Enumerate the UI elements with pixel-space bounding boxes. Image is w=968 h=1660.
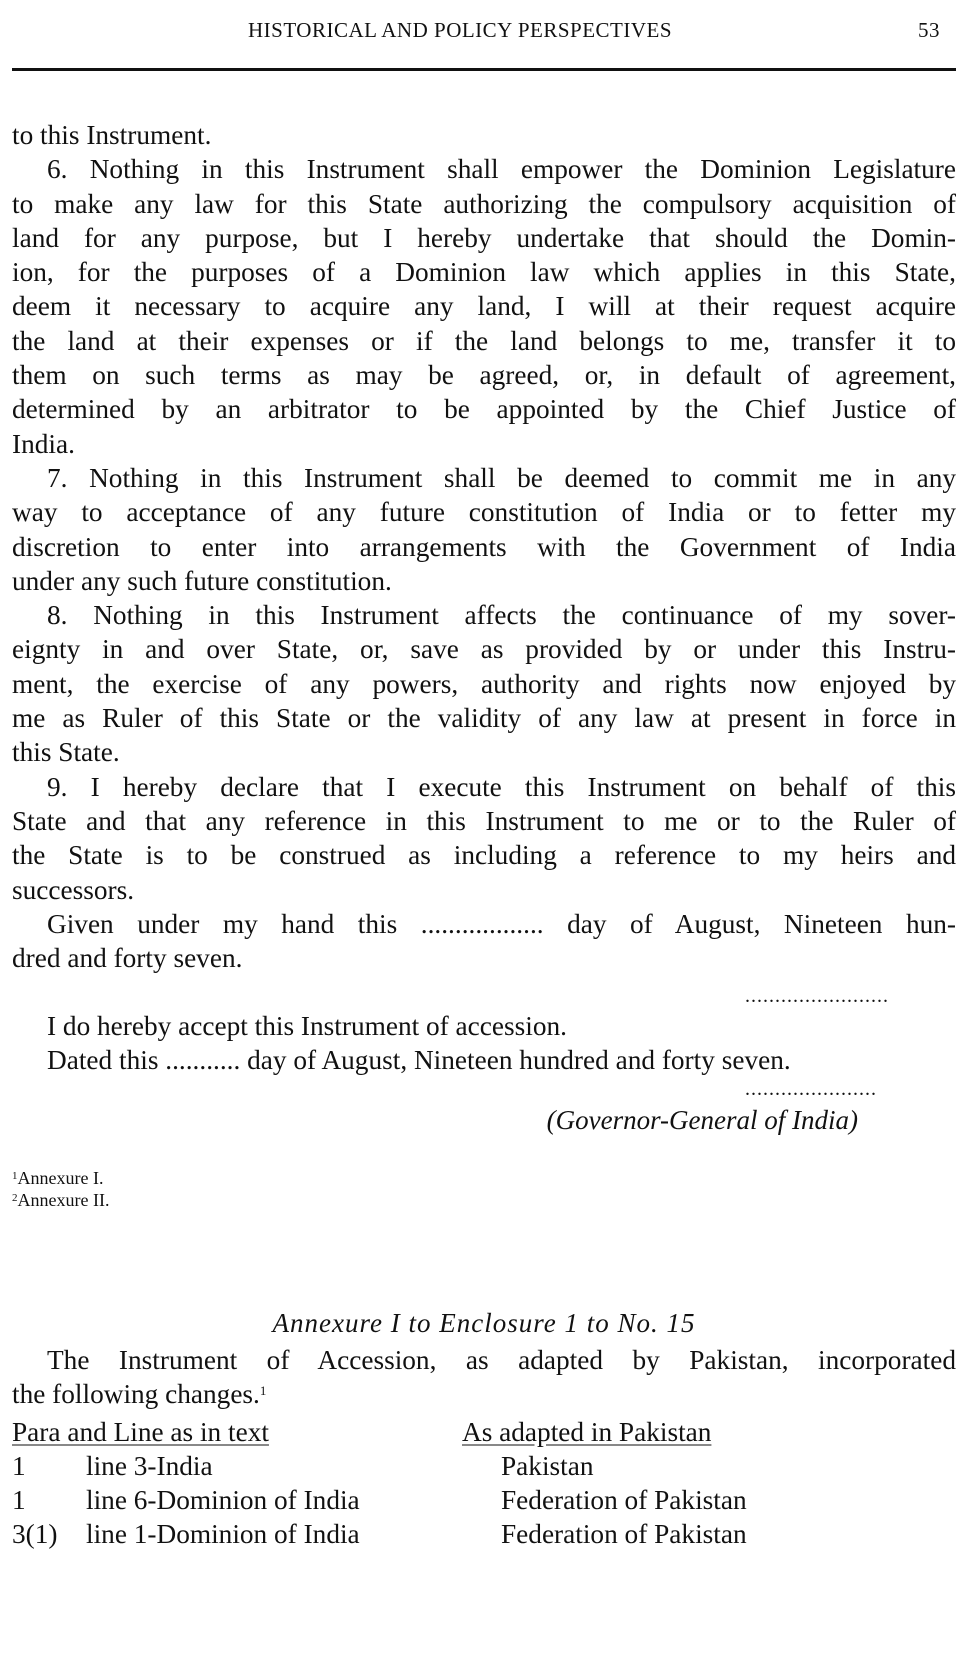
text-line: to this Instrument. xyxy=(12,120,212,150)
text-line: land for any purpose, but I hereby undertake that should the Domin- xyxy=(12,222,956,253)
acceptance-block xyxy=(12,1009,956,1078)
column-header-adapted: As adapted in Pakistan xyxy=(462,1417,712,1447)
text-line: way to acceptance of any future constitution of India or to fetter my xyxy=(12,497,956,528)
text-line: 6. Nothing in this Instrument shall empower the Dominion Legislature xyxy=(47,154,956,185)
text-line: them on such terms as may be agreed, or, in default of agreement, xyxy=(12,360,956,391)
text-line: 9. I hereby declare that I execute this Instrument on behalf of this xyxy=(47,771,956,802)
acceptance-text: I do hereby accept this Instrument of accession. xyxy=(47,1011,567,1041)
line-cell: line 3-India xyxy=(86,1451,213,1481)
given-under-hand xyxy=(12,907,956,976)
text-line xyxy=(12,1377,956,1411)
para-cell: 1 xyxy=(12,1451,26,1481)
table-row xyxy=(12,1449,912,1483)
continuation-line xyxy=(12,118,956,152)
text-line: this State. xyxy=(12,737,120,768)
line-cell: line 6-Dominion of India xyxy=(86,1485,360,1515)
para-cell: 3(1) xyxy=(12,1519,58,1549)
text-line: dred and forty seven. xyxy=(12,943,243,974)
text-line: successors. xyxy=(12,874,135,905)
text-line: deem it necessary to acquire any land, I will at their request acquire xyxy=(12,291,956,322)
text-line: India. xyxy=(12,428,75,459)
adapted-cell: Federation of Pakistan xyxy=(501,1519,747,1549)
footnote-text: Annexure I. xyxy=(17,1168,104,1188)
footnote xyxy=(12,1189,109,1211)
text-line: 8. Nothing in this Instrument affects the continuance of my sover- xyxy=(47,600,956,631)
text-line: 7. Nothing in this Instrument shall be deemed to commit me in any xyxy=(47,462,956,493)
text-line: ion, for the purposes of a Dominion law which applies in this State, xyxy=(12,257,956,288)
header-rule xyxy=(12,68,956,71)
text-line: discretion to enter into arrangements with the Government of India xyxy=(12,531,956,562)
paragraph-7 xyxy=(12,461,956,598)
body-text xyxy=(12,118,956,975)
page-number: 53 xyxy=(918,18,940,42)
text-line: ment, the exercise of any powers, authority and rights now enjoyed by xyxy=(12,668,956,699)
footnote-mark: 1 xyxy=(259,1383,267,1399)
ruler-signature-line: ........................ xyxy=(745,985,889,1007)
para-cell: 1 xyxy=(12,1485,26,1515)
paragraph-8 xyxy=(12,598,956,769)
footnote-text: Annexure II. xyxy=(17,1190,110,1210)
text-line: State and that any reference in this Instrument to me or to the Ruler of xyxy=(12,805,956,836)
running-header xyxy=(0,18,968,48)
gg-signature-line: ...................... xyxy=(745,1078,877,1100)
table-row xyxy=(12,1517,912,1551)
text-line: under any such future constitution. xyxy=(12,565,392,596)
adapted-cell: Pakistan xyxy=(501,1451,594,1481)
text-line: Given under my hand this .................. day of August, Nineteen hun- xyxy=(47,908,956,939)
annexure-title: Annexure I to Enclosure 1 to No. 15 xyxy=(272,1308,696,1338)
text-span: the following changes. xyxy=(12,1379,260,1410)
text-line: determined by an arbitrator to be appointed by the Chief Justice of xyxy=(12,394,956,425)
line-cell: line 1-Dominion of India xyxy=(86,1519,360,1549)
governor-general-title: (Governor-General of India) xyxy=(546,1105,858,1135)
annexure-intro xyxy=(12,1343,956,1412)
paragraph-9 xyxy=(12,770,956,907)
table-row xyxy=(12,1483,912,1517)
text-line: me as Ruler of this State or the validity of any law at present in force in xyxy=(12,703,956,734)
running-title: HISTORICAL AND POLICY PERSPECTIVES xyxy=(248,18,673,42)
text-line: the State is to be construed as including a reference to my heirs and xyxy=(12,840,956,871)
footnotes xyxy=(12,1167,109,1211)
text-line: the land at their expenses or if the land belongs to me, transfer it to xyxy=(12,325,956,356)
footnote xyxy=(12,1167,109,1189)
adapted-cell: Federation of Pakistan xyxy=(501,1485,747,1515)
column-header-original: Para and Line as in text xyxy=(12,1417,269,1447)
footnote-mark: 1 xyxy=(12,1170,18,1182)
dated-text: Dated this ........... day of August, Nineteen hundred and forty seven. xyxy=(47,1045,791,1076)
paragraph-6 xyxy=(12,152,956,461)
footnote-mark: 2 xyxy=(12,1192,18,1204)
text-line: to make any law for this State authorizing the compulsory acquisition of xyxy=(12,188,956,219)
text-line: The Instrument of Accession, as adapted by Pakistan, incorporated xyxy=(47,1345,956,1375)
text-line: eignty in and over State, or, save as provided by or under this Instru- xyxy=(12,634,956,665)
